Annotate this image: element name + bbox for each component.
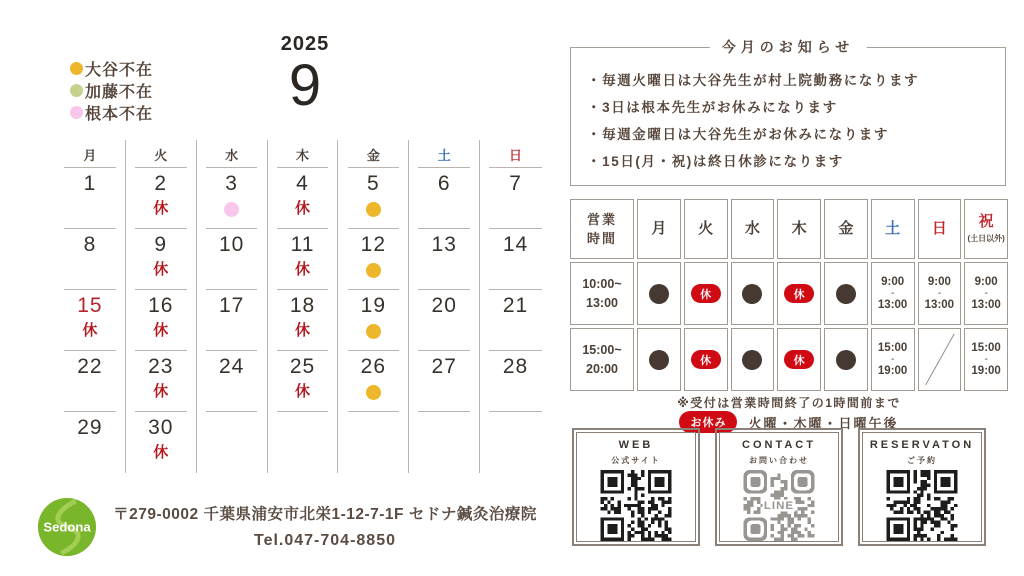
- calendar-day-cell: [268, 412, 339, 473]
- announcements-title: 今月のお知らせ: [710, 38, 867, 57]
- hours-day-label: 火: [698, 220, 714, 237]
- qr-card-web: [576, 432, 696, 542]
- open-dot-icon: [836, 284, 856, 304]
- address-line: 〒279-0002 千葉県浦安市北栄1-12-7-1F セドナ鍼灸治療院: [113, 506, 537, 523]
- day-header-label: 月: [83, 147, 97, 163]
- day-number: 16: [148, 294, 174, 317]
- absence-dot: [366, 385, 381, 400]
- closed-mark: 休: [153, 200, 169, 217]
- hours-cell: [824, 262, 868, 325]
- closed-mark: 休: [82, 322, 98, 339]
- time-end: 13:00: [971, 299, 1001, 311]
- closed-pill: 休: [784, 284, 814, 303]
- time-row-label-line: 15:00~: [582, 342, 622, 357]
- calendar-day-cell: [55, 290, 126, 351]
- closed-pill: 休: [691, 284, 721, 303]
- legend-label: 根本不在: [85, 105, 154, 123]
- calendar-day-cell: [197, 412, 268, 473]
- time-separator: -: [890, 354, 895, 365]
- calendar-grid: [55, 140, 551, 473]
- day-number: 13: [431, 233, 457, 256]
- announcement-item: ・15日(月・祝)は終日休診になります: [587, 154, 844, 169]
- day-number: 23: [148, 355, 174, 378]
- hours-day-header: [871, 199, 915, 259]
- calendar-day-cell: [480, 290, 551, 351]
- open-dot-icon: [836, 350, 856, 370]
- hours-cell: [824, 328, 868, 391]
- hours-cell: [637, 262, 681, 325]
- calendar-day-cell: [126, 168, 197, 229]
- year-label: 2025: [280, 33, 330, 55]
- calendar-day-cell: [55, 168, 126, 229]
- closed-mark: 休: [294, 322, 310, 339]
- qr-row: [576, 432, 982, 542]
- day-number: 5: [367, 172, 380, 195]
- announcements-box: [570, 39, 1006, 186]
- hours-day-label: 祝: [978, 213, 994, 230]
- calendar-day-cell: [268, 168, 339, 229]
- day-header-label: 火: [154, 147, 168, 163]
- day-header-label: 水: [225, 147, 239, 163]
- day-number: 15: [77, 294, 103, 317]
- absence-dot: [366, 202, 381, 217]
- day-number: 20: [431, 294, 457, 317]
- day-number: 17: [218, 294, 245, 317]
- day-number: 8: [83, 233, 97, 256]
- line-logo-text: LINE: [763, 500, 795, 513]
- calendar-day-cell: [268, 290, 339, 351]
- time-row-label-line: 10:00~: [582, 276, 622, 291]
- calendar-day-header: [126, 140, 197, 168]
- day-number: 2: [154, 172, 168, 195]
- closed-mark: 休: [153, 444, 169, 461]
- time-start: 9:00: [974, 276, 998, 288]
- day-header-label: 木: [295, 147, 309, 163]
- absence-dot: [366, 324, 381, 339]
- calendar-day-header: [197, 140, 268, 168]
- slash-icon: [919, 329, 961, 390]
- holiday-sub-label: (土日以外): [967, 234, 1005, 243]
- absence-dot: [224, 202, 239, 217]
- day-number: 26: [360, 355, 387, 378]
- qr-code-image: [886, 470, 958, 541]
- qr-code-image: [600, 470, 672, 541]
- hours-day-label: 月: [651, 220, 667, 237]
- hours-table: [570, 199, 1008, 391]
- calendar-day-cell: [480, 229, 551, 290]
- calendar-day-cell: [126, 412, 197, 473]
- calendar-day-cell: [338, 412, 409, 473]
- hours-cell: [871, 328, 915, 391]
- hours-cell: [777, 328, 821, 391]
- calendar-day-cell: [126, 290, 197, 351]
- calendar-day-cell: [409, 290, 480, 351]
- closed-mark: 休: [153, 261, 169, 278]
- legend-item: [70, 101, 153, 123]
- calendar-day-header: [268, 140, 339, 168]
- announcement-item: ・3日は根本先生がお休みになります: [587, 100, 838, 115]
- calendar-day-cell: [55, 229, 126, 290]
- calendar-day-header: [55, 140, 126, 168]
- legend-label: 大谷不在: [85, 61, 154, 79]
- day-number: 3: [225, 172, 238, 195]
- time-separator: -: [890, 288, 895, 299]
- day-number: 28: [502, 355, 529, 378]
- qr-card-reservaton: [862, 432, 982, 542]
- closed-pill: 休: [691, 350, 721, 369]
- day-number: 29: [77, 416, 103, 439]
- hours-day-label: 日: [931, 220, 947, 237]
- hours-day-header: [918, 199, 962, 259]
- hours-cell: [918, 262, 962, 325]
- calendar-day-cell: [126, 229, 197, 290]
- closed-pill: 休: [784, 350, 814, 369]
- logo-text: Sedona: [43, 519, 91, 535]
- calendar-day-cell: [197, 229, 268, 290]
- day-header-label: 金: [366, 147, 380, 163]
- closed-mark: 休: [294, 200, 310, 217]
- hours-cell: [731, 262, 775, 325]
- hours-day-label: 水: [744, 220, 760, 237]
- hours-cell: [637, 328, 681, 391]
- calendar-day-cell: [480, 412, 551, 473]
- legend-label: 加藤不在: [85, 83, 154, 101]
- staff-legend: [70, 57, 153, 123]
- hours-cell: [871, 262, 915, 325]
- qr-card-contact: [719, 432, 839, 542]
- footer-address-block: [96, 502, 554, 550]
- day-number: 14: [502, 233, 529, 256]
- calendar-day-cell: [409, 351, 480, 412]
- calendar-day-cell: [197, 168, 268, 229]
- calendar-day-header: [338, 140, 409, 168]
- month-block: [252, 33, 358, 118]
- hours-cell: [684, 328, 728, 391]
- day-number: 7: [509, 172, 522, 195]
- time-separator: -: [984, 288, 988, 299]
- closed-mark: 休: [294, 261, 310, 278]
- time-separator: -: [984, 354, 988, 365]
- day-number: 25: [289, 355, 316, 378]
- reception-note: ※受付は営業時間終了の1時間前まで: [677, 396, 901, 410]
- closed-mark: 休: [294, 383, 310, 400]
- hours-day-label: 金: [838, 220, 854, 237]
- hours-day-header: [964, 199, 1008, 259]
- open-dot-icon: [649, 284, 669, 304]
- legend-dot-icon: [70, 106, 83, 119]
- announcement-item: ・毎週金曜日は大谷先生がお休みになります: [587, 127, 889, 142]
- time-row-label-line: 13:00: [586, 295, 618, 310]
- day-number: 6: [437, 172, 451, 195]
- calendar-day-cell: [197, 290, 268, 351]
- legend-dot-icon: [70, 62, 83, 75]
- calendar-day-header: [409, 140, 480, 168]
- hours-day-header: [777, 199, 821, 259]
- day-number: 9: [154, 233, 168, 256]
- calendar-day-cell: [55, 351, 126, 412]
- time-start: 15:00: [971, 342, 1001, 354]
- calendar-day-cell: [338, 290, 409, 351]
- time-end: 13:00: [877, 299, 908, 311]
- day-header-label: 土: [437, 147, 451, 163]
- calendar-day-cell: [268, 351, 339, 412]
- time-row-label: [570, 262, 634, 325]
- hours-cell: [964, 328, 1008, 391]
- calendar-day-cell: [409, 412, 480, 473]
- calendar-day-cell: [338, 229, 409, 290]
- qr-code-image: [743, 470, 815, 541]
- hours-day-label: 土: [885, 220, 901, 237]
- open-dot-icon: [742, 350, 762, 370]
- day-number: 18: [289, 294, 316, 317]
- legend-item: [70, 57, 153, 79]
- closed-mark: 休: [153, 322, 169, 339]
- day-number: 27: [431, 355, 457, 378]
- day-number: 30: [148, 416, 174, 439]
- day-number: 12: [360, 233, 387, 256]
- time-start: 9:00: [927, 276, 951, 288]
- qr-subtitle: お問い合わせ: [749, 456, 809, 465]
- hours-day-header: [637, 199, 681, 259]
- calendar-day-cell: [480, 351, 551, 412]
- calendar-day-header: [480, 140, 551, 168]
- open-dot-icon: [742, 284, 762, 304]
- day-number: 11: [290, 233, 315, 256]
- qr-title: WEB: [618, 439, 654, 451]
- hours-cell: [684, 262, 728, 325]
- hours-cell: [964, 262, 1008, 325]
- calendar-day-cell: [338, 351, 409, 412]
- time-row-label: [570, 328, 634, 391]
- calendar-day-cell: [409, 168, 480, 229]
- time-start: 15:00: [877, 342, 908, 354]
- closed-days-badge: お休み: [679, 411, 737, 433]
- month-number: 9: [288, 53, 322, 118]
- closed-days-text: 火曜・木曜・日曜午後: [748, 415, 899, 431]
- day-number: 1: [83, 172, 97, 195]
- hours-day-header: [824, 199, 868, 259]
- closed-days-line: [570, 411, 1008, 433]
- qr-title: RESERVATON: [869, 439, 975, 451]
- announcements-list: [571, 48, 1005, 175]
- time-separator: -: [937, 288, 942, 299]
- closed-mark: 休: [153, 383, 169, 400]
- time-end: 13:00: [924, 299, 955, 311]
- time-end: 19:00: [971, 365, 1001, 377]
- hours-cell: [918, 328, 962, 391]
- day-number: 24: [218, 355, 245, 378]
- legend-item: [70, 79, 153, 101]
- day-header-label: 日: [509, 147, 523, 163]
- hours-corner-label: 営業: [586, 212, 617, 227]
- hours-cell: [777, 262, 821, 325]
- day-number: 19: [360, 294, 387, 317]
- time-row-label-line: 20:00: [586, 361, 618, 376]
- hours-day-label: 木: [791, 220, 807, 237]
- absence-dot: [366, 263, 381, 278]
- day-number: 22: [77, 355, 103, 378]
- calendar-day-cell: [197, 351, 268, 412]
- calendar-day-cell: [126, 351, 197, 412]
- calendar-day-cell: [55, 412, 126, 473]
- qr-subtitle: 公式サイト: [611, 456, 661, 465]
- legend-dot-icon: [70, 84, 83, 97]
- tel-line: Tel.047-704-8850: [253, 532, 396, 549]
- calendar-day-cell: [480, 168, 551, 229]
- day-number: 21: [502, 294, 529, 317]
- hours-day-header: [684, 199, 728, 259]
- time-start: 9:00: [881, 276, 905, 288]
- calendar-day-cell: [409, 229, 480, 290]
- sedona-logo: [36, 496, 98, 558]
- announcement-item: ・毎週火曜日は大谷先生が村上院勤務になります: [587, 73, 920, 88]
- open-dot-icon: [649, 350, 669, 370]
- hours-day-header: [731, 199, 775, 259]
- calendar-day-cell: [268, 229, 339, 290]
- qr-title: CONTACT: [742, 439, 816, 451]
- hours-corner-label: 時間: [586, 231, 617, 246]
- qr-subtitle: ご予約: [907, 456, 937, 465]
- hours-cell: [731, 328, 775, 391]
- hours-corner-cell: [570, 199, 634, 259]
- time-end: 19:00: [877, 365, 908, 377]
- day-number: 10: [218, 233, 245, 256]
- day-number: 4: [296, 172, 309, 195]
- calendar-day-cell: [338, 168, 409, 229]
